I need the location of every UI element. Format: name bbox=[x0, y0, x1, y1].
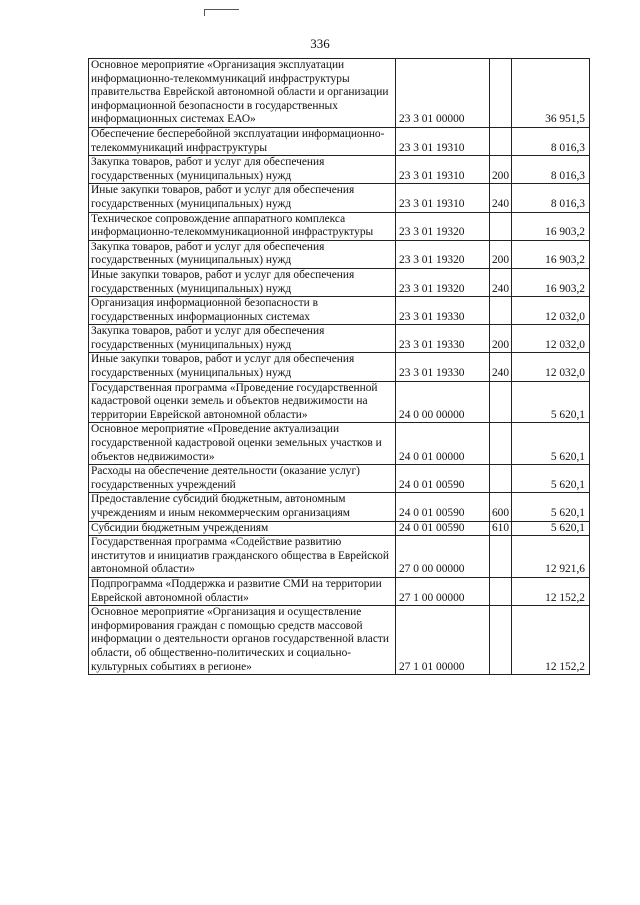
row-code-cell: 24 0 01 00590 bbox=[396, 493, 490, 521]
row-expense-type-cell: 240 bbox=[490, 268, 512, 296]
table-row bbox=[89, 240, 590, 268]
row-amount-cell: 12 921,6 bbox=[512, 536, 590, 578]
row-amount-cell: 16 903,2 bbox=[512, 268, 590, 296]
table-row bbox=[89, 423, 590, 465]
row-amount-cell: 8 016,3 bbox=[512, 156, 590, 184]
row-name-cell: Закупка товаров, работ и услуг для обеспечения государственных (муниципальных) нужд bbox=[89, 325, 396, 353]
row-code-cell: 24 0 00 00000 bbox=[396, 381, 490, 423]
table-row bbox=[89, 297, 590, 325]
row-amount-cell: 12 152,2 bbox=[512, 577, 590, 605]
row-amount-cell: 12 152,2 bbox=[512, 606, 590, 675]
page-number: 336 bbox=[310, 36, 330, 51]
row-expense-type-cell: 600 bbox=[490, 493, 512, 521]
row-code-cell: 24 0 01 00590 bbox=[396, 465, 490, 493]
table-row bbox=[89, 268, 590, 296]
row-amount-cell: 16 903,2 bbox=[512, 212, 590, 240]
row-code-cell: 23 3 01 19310 bbox=[396, 184, 490, 212]
row-name-cell: Государственная программа «Проведение государственной кадастровой оценки земель и объектов недвижимости на территории Еврейской автономной области» bbox=[89, 381, 396, 423]
row-expense-type-cell bbox=[490, 127, 512, 155]
row-name-cell: Государственная программа «Содействие развитию институтов и инициатив гражданского общества в Еврейской автономной области» bbox=[89, 536, 396, 578]
table-row bbox=[89, 59, 590, 128]
row-name-cell: Техническое сопровождение аппаратного комплекса информационно-телекоммуникационной инфраструктуры bbox=[89, 212, 396, 240]
row-code-cell: 24 0 01 00000 bbox=[396, 423, 490, 465]
row-expense-type-cell bbox=[490, 423, 512, 465]
row-expense-type-cell bbox=[490, 381, 512, 423]
budget-table bbox=[88, 58, 590, 675]
row-expense-type-cell bbox=[490, 212, 512, 240]
table-row bbox=[89, 184, 590, 212]
row-name-cell: Иные закупки товаров, работ и услуг для обеспечения государственных (муниципальных) нужд bbox=[89, 268, 396, 296]
row-amount-cell: 12 032,0 bbox=[512, 353, 590, 381]
table-row bbox=[89, 521, 590, 536]
row-name-cell: Субсидии бюджетным учреждениям bbox=[89, 521, 396, 536]
row-code-cell: 23 3 01 00000 bbox=[396, 59, 490, 128]
row-amount-cell: 5 620,1 bbox=[512, 423, 590, 465]
row-expense-type-cell: 610 bbox=[490, 521, 512, 536]
row-code-cell: 23 3 01 19320 bbox=[396, 240, 490, 268]
row-code-cell: 27 1 00 00000 bbox=[396, 577, 490, 605]
row-amount-cell: 5 620,1 bbox=[512, 381, 590, 423]
table-row bbox=[89, 212, 590, 240]
row-amount-cell: 36 951,5 bbox=[512, 59, 590, 128]
table-row bbox=[89, 353, 590, 381]
row-expense-type-cell bbox=[490, 536, 512, 578]
row-expense-type-cell bbox=[490, 606, 512, 675]
row-expense-type-cell: 200 bbox=[490, 325, 512, 353]
row-code-cell: 23 3 01 19310 bbox=[396, 127, 490, 155]
row-expense-type-cell: 200 bbox=[490, 240, 512, 268]
row-name-cell: Закупка товаров, работ и услуг для обеспечения государственных (муниципальных) нужд bbox=[89, 156, 396, 184]
row-name-cell: Основное мероприятие «Организация и осуществление информирования граждан с помощью средств массовой информации о деятельности органов государственной власти области, об общественно-политических и социально-культурных событиях в регионе» bbox=[89, 606, 396, 675]
row-expense-type-cell: 240 bbox=[490, 353, 512, 381]
row-name-cell: Организация информационной безопасности в государственных информационных системах bbox=[89, 297, 396, 325]
row-code-cell: 23 3 01 19320 bbox=[396, 212, 490, 240]
row-code-cell: 23 3 01 19330 bbox=[396, 297, 490, 325]
budget-table-body bbox=[89, 59, 590, 675]
row-name-cell: Предоставление субсидий бюджетным, автономным учреждениям и иным некоммерческим организациям bbox=[89, 493, 396, 521]
table-row bbox=[89, 577, 590, 605]
row-amount-cell: 5 620,1 bbox=[512, 493, 590, 521]
row-amount-cell: 12 032,0 bbox=[512, 325, 590, 353]
table-row bbox=[89, 493, 590, 521]
table-row bbox=[89, 536, 590, 578]
row-amount-cell: 16 903,2 bbox=[512, 240, 590, 268]
table-row bbox=[89, 156, 590, 184]
row-expense-type-cell bbox=[490, 577, 512, 605]
row-amount-cell: 12 032,0 bbox=[512, 297, 590, 325]
row-code-cell: 23 3 01 19330 bbox=[396, 353, 490, 381]
table-row bbox=[89, 381, 590, 423]
row-code-cell: 24 0 01 00590 bbox=[396, 521, 490, 536]
row-name-cell: Основное мероприятие «Организация эксплуатации информационно-телекоммуникаций инфраструктуры правительства Еврейской автономной области и организации информационной безопасности в государственных информационных системах ЕАО» bbox=[89, 59, 396, 128]
table-row bbox=[89, 465, 590, 493]
row-name-cell: Закупка товаров, работ и услуг для обеспечения государственных (муниципальных) нужд bbox=[89, 240, 396, 268]
row-code-cell: 23 3 01 19320 bbox=[396, 268, 490, 296]
row-name-cell: Расходы на обеспечение деятельности (оказание услуг) государственных учреждений bbox=[89, 465, 396, 493]
corner-stamp-mark bbox=[204, 9, 239, 16]
row-expense-type-cell: 200 bbox=[490, 156, 512, 184]
table-row bbox=[89, 325, 590, 353]
row-amount-cell: 8 016,3 bbox=[512, 184, 590, 212]
table-row bbox=[89, 127, 590, 155]
table-row bbox=[89, 606, 590, 675]
row-name-cell: Иные закупки товаров, работ и услуг для обеспечения государственных (муниципальных) нужд bbox=[89, 353, 396, 381]
row-expense-type-cell bbox=[490, 59, 512, 128]
row-expense-type-cell bbox=[490, 297, 512, 325]
row-amount-cell: 8 016,3 bbox=[512, 127, 590, 155]
row-amount-cell: 5 620,1 bbox=[512, 521, 590, 536]
row-amount-cell: 5 620,1 bbox=[512, 465, 590, 493]
row-name-cell: Обеспечение бесперебойной эксплуатации информационно-телекоммуникаций инфраструктуры bbox=[89, 127, 396, 155]
row-code-cell: 27 1 01 00000 bbox=[396, 606, 490, 675]
row-expense-type-cell: 240 bbox=[490, 184, 512, 212]
row-name-cell: Подпрограмма «Поддержка и развитие СМИ на территории Еврейской автономной области» bbox=[89, 577, 396, 605]
row-code-cell: 23 3 01 19310 bbox=[396, 156, 490, 184]
row-name-cell: Основное мероприятие «Проведение актуализации государственной кадастровой оценки земельных участков и объектов недвижимости» bbox=[89, 423, 396, 465]
row-name-cell: Иные закупки товаров, работ и услуг для обеспечения государственных (муниципальных) нужд bbox=[89, 184, 396, 212]
row-code-cell: 27 0 00 00000 bbox=[396, 536, 490, 578]
row-expense-type-cell bbox=[490, 465, 512, 493]
row-code-cell: 23 3 01 19330 bbox=[396, 325, 490, 353]
